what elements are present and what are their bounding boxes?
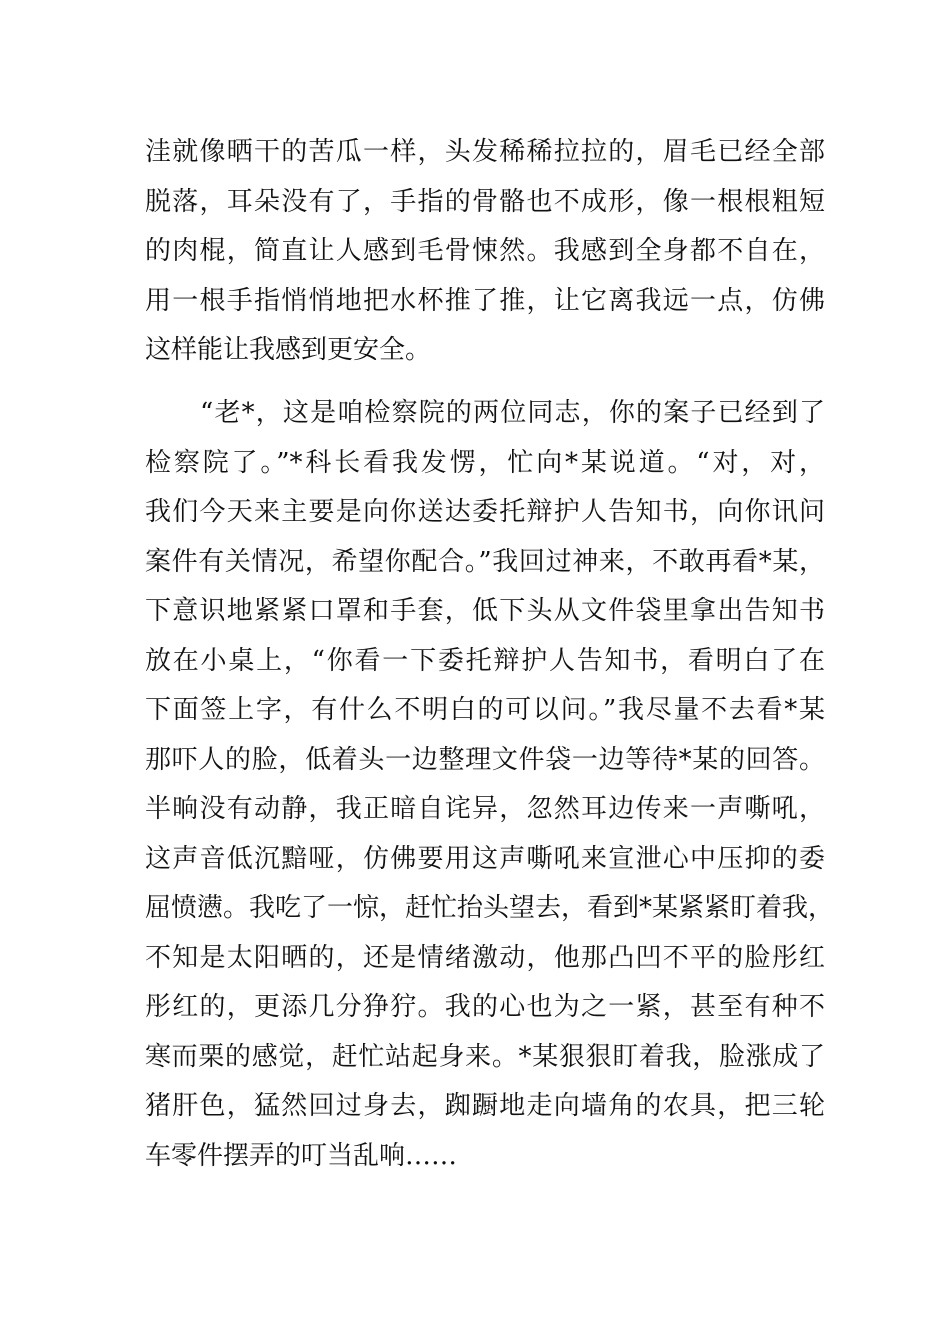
text-line: 那吓人的脸，低着头一边整理文件袋一边等待*某的回答。 [145, 745, 825, 775]
text-line: 我们今天来主要是向你送达委托辩护人告知书，向你讯问 [145, 497, 825, 527]
text-line: 不知是太阳晒的，还是情绪激动，他那凸凹不平的脸彤红 [145, 943, 825, 973]
text-line: 用一根手指悄悄地把水杯推了推，让它离我远一点，仿佛 [145, 286, 825, 316]
text-line: 这声音低沉黯哑，仿佛要用这声嘶吼来宣泄心中压抑的委 [145, 844, 825, 874]
text-line: 这样能让我感到更安全。 [145, 335, 432, 365]
text-line: 下意识地紧紧口罩和手套，低下头从文件袋里拿出告知书 [145, 596, 825, 626]
text-line: 屈愤懑。我吃了一惊，赶忙抬头望去，看到*某紧紧盯着我， [145, 893, 835, 923]
text-line: 车零件摆弄的叮当乱响…… [145, 1141, 458, 1171]
text-line: 彤红的，更添几分狰狞。我的心也为之一紧，甚至有种不 [145, 992, 825, 1022]
text-line: 检察院了。”*科长看我发愣，忙向*某说道。“对，对， [145, 448, 825, 478]
text-line: 的肉棍，简直让人感到毛骨悚然。我感到全身都不自在， [145, 236, 825, 266]
text-line: 放在小桌上，“你看一下委托辩护人告知书，看明白了在 [145, 646, 825, 676]
text-line: 猪肝色，猛然回过身去，踟蹰地走向墙角的农具，把三轮 [145, 1091, 825, 1121]
text-line: 下面签上字，有什么不明白的可以问。”我尽量不去看*某 [145, 695, 825, 725]
text-line: 案件有关情况，希望你配合。”我回过神来，不敢再看*某， [145, 547, 825, 577]
text-line: 脱落，耳朵没有了，手指的骨骼也不成形，像一根根粗短 [145, 187, 825, 217]
text-line: 寒而栗的感觉，赶忙站起身来。*某狠狠盯着我，脸涨成了 [145, 1042, 825, 1072]
text-line: “老*，这是咱检察院的两位同志，你的案子已经到了 [200, 398, 825, 428]
text-line: 洼就像晒干的苦瓜一样，头发稀稀拉拉的，眉毛已经全部 [145, 137, 825, 167]
text-line: 半晌没有动静，我正暗自诧异，忽然耳边传来一声嘶吼， [145, 794, 825, 824]
